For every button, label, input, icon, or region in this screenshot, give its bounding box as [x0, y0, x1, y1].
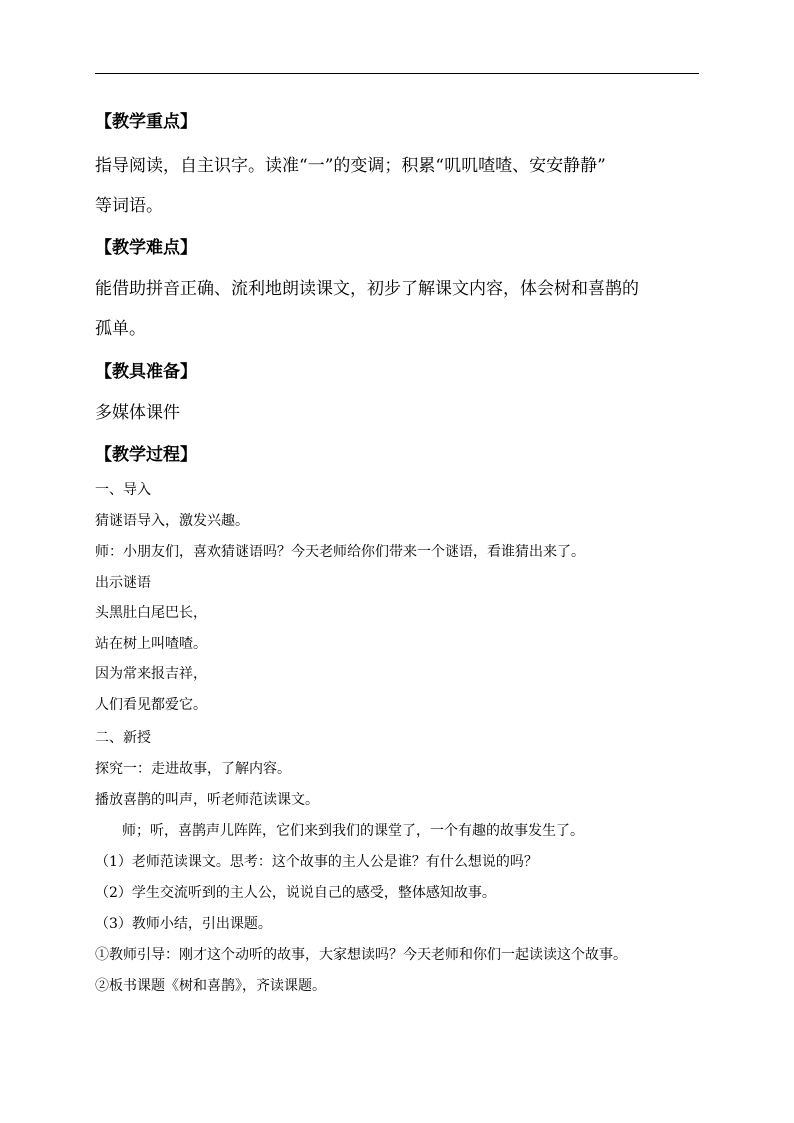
riddle-line-3: 因为常来报吉祥，	[95, 666, 207, 682]
riddle-line-1: 头黑肚白尾巴长，	[95, 605, 207, 621]
heading-teaching-process: 【教学过程】	[95, 445, 197, 465]
process-line-16: ①教师引导：刚才这个动听的故事，大家想读吗？今天老师和你们一起读读这个故事。	[95, 947, 627, 963]
materials-line-1: 多媒体课件	[95, 403, 180, 423]
process-line-10: 探究一：走进故事，了解内容。	[95, 761, 291, 777]
process-line-2: 猜谜语导入，激发兴趣。	[95, 513, 249, 529]
heading-teaching-focus: 【教学重点】	[95, 112, 197, 132]
process-line-9: 二、新授	[95, 730, 151, 746]
focus-line-1: 指导阅读，自主识字。读准“一”的变调；积累“叽叽喳喳、安安静静”	[95, 156, 606, 176]
heading-teaching-difficulty: 【教学难点】	[95, 238, 197, 258]
process-line-3: 师：小朋友们，喜欢猜谜语吗？今天老师给你们带来一个谜语，看谁猜出来了。	[95, 544, 585, 560]
process-line-4: 出示谜语	[95, 575, 151, 591]
process-line-1: 一、导入	[95, 482, 151, 498]
heading-materials: 【教具准备】	[95, 362, 197, 382]
focus-line-2: 等词语。	[95, 196, 163, 216]
process-line-12: 师；听，喜鹊声儿阵阵，它们来到我们的课堂了，一个有趣的故事发生了。	[122, 823, 584, 839]
riddle-line-2: 站在树上叫喳喳。	[95, 636, 207, 652]
header-rule	[95, 73, 699, 74]
difficulty-line-1: 能借助拼音正确、流利地朗读课文，初步了解课文内容，体会树和喜鹊的	[95, 279, 639, 299]
process-line-15: （3）教师小结，引出课题。	[95, 916, 272, 932]
riddle-line-4: 人们看见都爱它。	[95, 697, 207, 713]
process-line-11: 播放喜鹊的叫声，听老师范读课文。	[95, 792, 319, 808]
process-line-17: ②板书课题《树和喜鹊》，齐读课题。	[95, 978, 326, 994]
process-line-13: （1）老师范读课文。思考：这个故事的主人公是谁？有什么想说的吗？	[95, 854, 538, 870]
process-line-14: （2）学生交流听到的主人公，说说自己的感受，整体感知故事。	[95, 885, 496, 901]
difficulty-line-2: 孤单。	[95, 319, 146, 339]
